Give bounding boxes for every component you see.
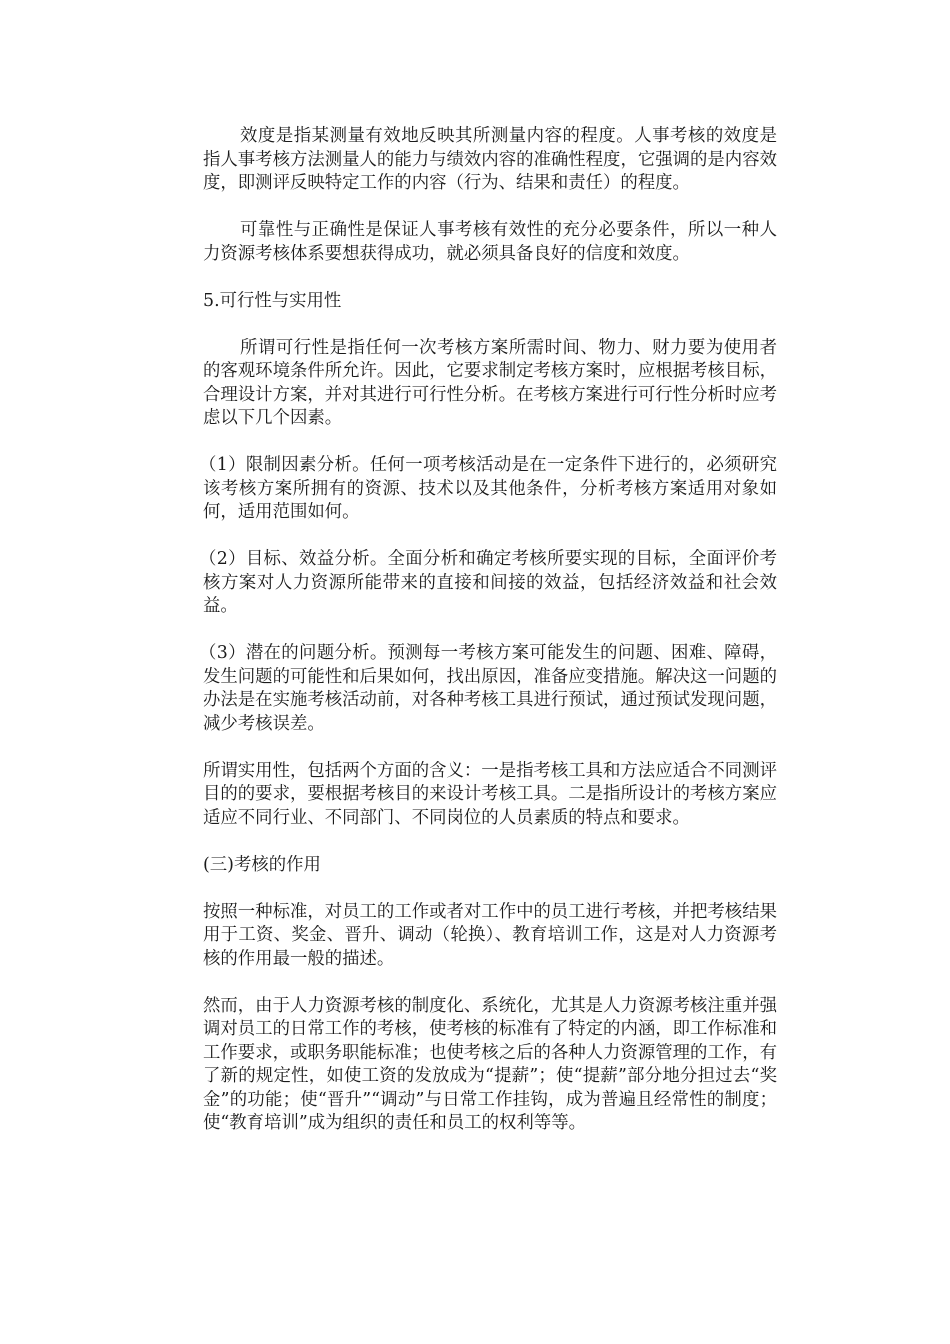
document-body [199, 125, 777, 1159]
list-item-goal-benefit-analysis: （2）目标、效益分析。全面分析和确定考核所要实现的目标，全面评价考核方案对人力资源所能带来的直接和间接的效益，包括经济效益和社会效益。 [199, 549, 777, 616]
paragraph-practicality-definition: 所谓实用性，包括两个方面的含义：一是指考核工具和方法应适合不同测评目的的要求，要根据考核目的来设计考核工具。二是指所设计的考核方案应适应不同行业、不同部门、不同岗位的人员素质的特点和要求。 [203, 760, 777, 828]
paragraph-feasibility-definition: 所谓可行性是指任何一次考核方案所需时间、物力、财力要为使用者的客观环境条件所允许。因此，它要求制定考核方案时，应根据考核目标，合理设计方案，并对其进行可行性分析。在考核方案进行可行性分析时应考虑以下几个因素。 [203, 337, 777, 428]
section-heading-assessment-role: (三)考核的作用 [203, 854, 321, 875]
paragraph-validity-definition: 效度是指某测量有效地反映其所测量内容的程度。人事考核的效度是指人事考核方法测量人的能力与绩效内容的准确性程度，它强调的是内容效度，即测评反映特定工作的内容（行为、结果和责任）的程度。 [203, 126, 777, 193]
paragraph-assessment-role-systematic: 然而，由于人力资源考核的制度化、系统化，尤其是人力资源考核注重并强调对员工的日常工作的考核，使考核的标准有了特定的内涵，即工作标准和工作要求，或职务职能标准；也使考核之后的各种人力资源管理的工作，有了新的规定性，如使工资的发放成为“提薪”；使“提薪”部分地分担过去“奖金”的功能；使“晋升”“调动”与日常工作挂钩，成为普遍且经常性的制度；使“教育培训”成为组织的责任和员工的权利等等。 [203, 995, 777, 1133]
section-heading-feasibility: 5.可行性与实用性 [203, 290, 342, 311]
paragraph-reliability-conclusion: 可靠性与正确性是保证人事考核有效性的充分必要条件，所以一种人力资源考核体系要想获得成功，就必须具备良好的信度和效度。 [203, 220, 777, 264]
list-item-constraint-analysis: （1）限制因素分析。任何一项考核活动是在一定条件下进行的，必须研究该考核方案所拥有的资源、技术以及其他条件，分析考核方案适用对象如何，适用范围如何。 [199, 455, 777, 522]
paragraph-assessment-role-general: 按照一种标准，对员工的工作或者对工作中的员工进行考核，并把考核结果用于工资、奖金、晋升、调动（轮换）、教育培训工作，这是对人力资源考核的作用最一般的描述。 [203, 901, 777, 969]
list-item-potential-problem-analysis: （3）潜在的问题分析。预测每一考核方案可能发生的问题、困难、障碍，发生问题的可能性和后果如何，找出原因，准备应变措施。解决这一问题的办法是在实施考核活动前，对各种考核工具进行预试，通过预试发现问题，减少考核误差。 [199, 643, 777, 734]
